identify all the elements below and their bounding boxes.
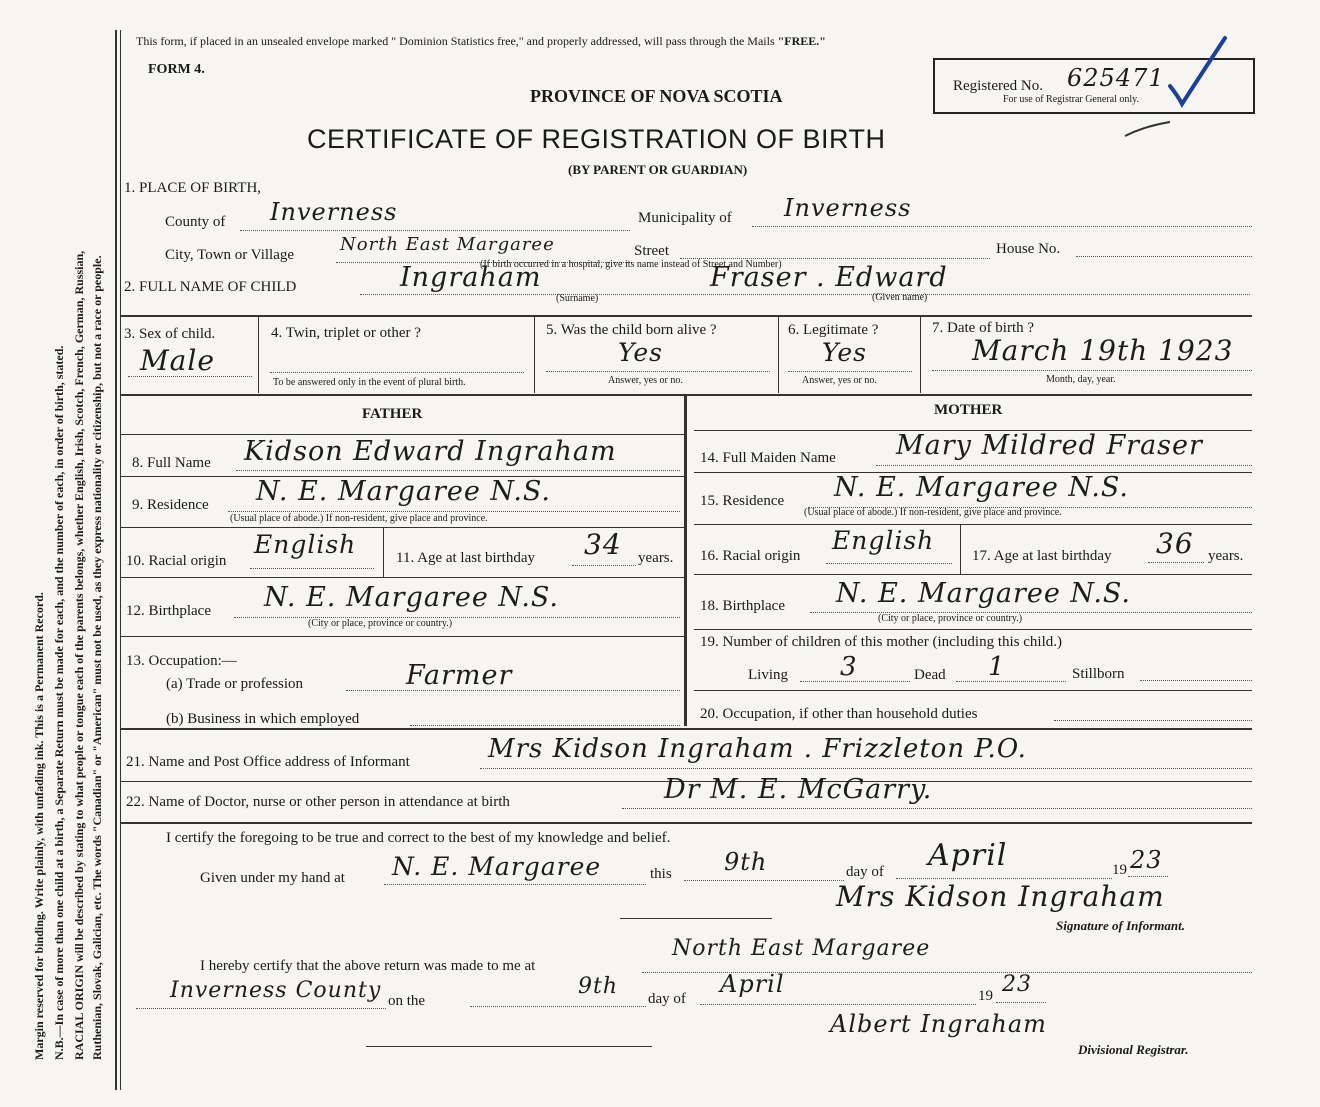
informant-label: 21. Name and Post Office address of Informant (126, 754, 410, 770)
mother-heading: MOTHER (934, 402, 1003, 418)
mother-residence-label: 15. Residence (700, 493, 785, 509)
check-mark-icon (1100, 26, 1230, 146)
given-place-line (384, 884, 646, 885)
father-birthplace-label: 12. Birthplace (126, 603, 211, 619)
father-residence-value: N. E. Margaree N.S. (256, 476, 552, 507)
registrar-separator (366, 1046, 652, 1047)
twin-line (270, 372, 524, 373)
certify-statement: I certify the foregoing to be true and correct to the best of my knowledge and belief. (166, 830, 671, 846)
certify-dayof-label: day of (846, 864, 884, 880)
mail-note-text: This form, if placed in an unsealed envelope marked " Dominion Statistics free," and properly addressed, will pass through the Mails (136, 34, 775, 48)
registrar-signature: Albert Ingraham (830, 1010, 1047, 1038)
father-residence-label: 9. Residence (132, 497, 209, 513)
mother-residence-value: N. E. Margaree N.S. (834, 472, 1130, 503)
row3-divider-4 (920, 317, 921, 393)
father-birthplace-note: (City or place, province or country.) (308, 618, 453, 629)
divider-row3-top (120, 315, 1252, 317)
mother-age-value: 36 (1156, 527, 1194, 560)
mother-occupation-line (1054, 720, 1252, 721)
business-label: (b) Business in which employed (166, 711, 360, 727)
dead-value: 1 (988, 652, 1006, 682)
legitimate-label: 6. Legitimate ? (788, 322, 879, 338)
father-name-label: 8. Full Name (132, 455, 211, 471)
birth-date-line (932, 370, 1252, 371)
mail-note (136, 34, 826, 49)
dead-line (956, 681, 1066, 682)
child-name-label: 2. FULL NAME OF CHILD (124, 279, 297, 295)
mother-race-line (826, 563, 952, 564)
occupation-label: 13. Occupation:— (126, 653, 237, 669)
mother-birthplace-value: N. E. Margaree N.S. (836, 578, 1132, 609)
registered-value: 625471 (1067, 64, 1165, 92)
registrar-day-value: 9th (578, 974, 619, 999)
father-name-line (236, 470, 680, 471)
legitimate-line (788, 371, 912, 372)
father-age-line (572, 565, 636, 566)
province-title: PROVINCE OF NOVA SCOTIA (530, 86, 783, 106)
registrar-month-line (700, 1004, 976, 1005)
certify-month-line (896, 878, 1112, 879)
father-birthplace-value: N. E. Margaree N.S. (264, 582, 560, 613)
county-line (240, 230, 630, 231)
margin-note-plural-birth: N.B.—In case of more than one child at a birth, a Separate Return must be made for each, and the number of each, in order of birth, stated. (52, 345, 66, 1060)
mother-divider-5 (694, 629, 1252, 630)
stillborn-label: Stillborn (1072, 666, 1125, 682)
birth-date-value: March 19th 1923 (972, 334, 1234, 367)
city-value: North East Margaree (340, 234, 555, 255)
informant-line (480, 768, 1252, 769)
certify-year-line (1128, 876, 1168, 877)
registrar-county-value: Inverness County (170, 978, 382, 1003)
row3-divider-1 (258, 317, 259, 393)
father-birthplace-line (234, 617, 680, 618)
living-label: Living (748, 667, 788, 683)
registrar-place-value: North East Margaree (672, 936, 931, 961)
certify-day-value: 9th (724, 848, 768, 876)
certify-day-line (684, 880, 844, 881)
registered-label: Registered No. (953, 78, 1043, 94)
divider-informant-top (120, 728, 1252, 730)
given-place-value: N. E. Margaree (392, 852, 602, 881)
mother-race-label: 16. Racial origin (700, 548, 801, 564)
informant-signature-caption: Signature of Informant. (1056, 918, 1185, 933)
margin-note-binding: Margin reserved for binding. Write plainly, with unfading ink. This is a Permanent Record. (32, 592, 46, 1060)
mother-name-value: Mary Mildred Fraser (896, 430, 1203, 461)
street-label: Street (634, 243, 669, 259)
registered-note: For use of Registrar General only. (1003, 94, 1139, 105)
municipality-value: Inverness (784, 194, 912, 222)
sex-label: 3. Sex of child. (124, 326, 216, 342)
mother-birthplace-line (810, 612, 1252, 613)
divider-certify-top (120, 822, 1252, 824)
certify-year-prefix: 19 (1112, 862, 1127, 878)
father-divider-5 (120, 636, 684, 637)
certificate-subtitle: (BY PARENT OR GUARDIAN) (568, 162, 748, 177)
mother-age-label: 17. Age at last birthday (972, 548, 1112, 564)
mother-divider-4 (694, 574, 1252, 575)
mother-divider-3 (694, 524, 1252, 525)
twin-label: 4. Twin, triplet or other ? (271, 325, 421, 341)
mother-name-label: 14. Full Maiden Name (700, 450, 836, 466)
municipality-line (752, 226, 1252, 227)
trade-line (346, 690, 680, 691)
certify-year-value: 23 (1130, 846, 1163, 874)
father-age-unit: years. (638, 550, 674, 566)
twin-note: To be answered only in the event of plural birth. (273, 377, 466, 388)
mother-name-line (876, 465, 1252, 466)
certify-separator (620, 918, 772, 919)
mother-race-value: English (832, 526, 935, 555)
sex-value: Male (140, 344, 215, 377)
registrar-year-line (996, 1002, 1046, 1003)
mother-residence-note: (Usual place of abode.) If non-resident, give place and province. (804, 507, 1062, 518)
father-race-value: English (254, 530, 357, 559)
business-line (410, 725, 680, 726)
registrar-dayof-label: day of (648, 991, 686, 1007)
informant-signature: Mrs Kidson Ingraham (836, 880, 1165, 913)
birth-date-label: 7. Date of birth ? (932, 320, 1035, 336)
child-given-value: Fraser . Edward (710, 262, 948, 293)
mother-occupation-label: 20. Occupation, if other than household duties (700, 706, 978, 722)
children-label: 19. Number of children of this mother (including this child.) (700, 634, 1063, 650)
registrar-caption: Divisional Registrar. (1078, 1042, 1189, 1057)
margin-note-racial-origin: RACIAL ORIGIN will be described by stating to what people or tongue each of the parents belongs, whether English, Irish, Scotch, French, German, Russian, (72, 250, 86, 1060)
registrar-year-prefix: 19 (978, 988, 993, 1004)
father-name-value: Kidson Edward Ingraham (244, 436, 617, 467)
alive-line (546, 371, 770, 372)
father-heading: FATHER (362, 406, 423, 422)
row3-divider-2 (534, 317, 535, 393)
place-of-birth-label: 1. PLACE OF BIRTH, (124, 180, 262, 196)
municipality-label: Municipality of (638, 210, 732, 226)
doctor-label: 22. Name of Doctor, nurse or other person in attendance at birth (126, 794, 510, 810)
house-label: House No. (996, 241, 1061, 257)
margin-note-racial-origin-cont: Ruthenian, Slovak, Galician, etc. The words "Canadian" or "American" must not be used, as they express nationality or citizenship, but not a race or people. (90, 255, 104, 1060)
registrar-county-line (136, 1008, 386, 1009)
mother-race-divider (960, 524, 961, 574)
county-label: County of (165, 214, 226, 230)
registrar-onthe-label: on the (388, 993, 426, 1009)
child-surname-caption: (Surname) (556, 293, 599, 304)
registrar-day-line (470, 1006, 646, 1007)
father-residence-note: (Usual place of abode.) If non-resident, give place and province. (230, 513, 488, 524)
father-divider-1 (120, 434, 684, 435)
this-label: this (650, 866, 672, 882)
father-residence-line (228, 511, 680, 512)
stillborn-line (1140, 680, 1252, 681)
mother-age-line (1148, 562, 1204, 563)
mother-birthplace-label: 18. Birthplace (700, 598, 785, 614)
form-number: FORM 4. (148, 62, 205, 77)
informant-value: Mrs Kidson Ingraham . Frizzleton P.O. (488, 734, 1027, 764)
registrar-year-value: 23 (1002, 972, 1032, 997)
father-divider-4 (120, 577, 684, 578)
doctor-line (622, 808, 1252, 809)
mail-free: "FREE." (777, 34, 826, 48)
given-under-label: Given under my hand at (200, 870, 345, 886)
left-border-inner (120, 30, 121, 1090)
left-border (115, 30, 117, 1090)
legitimate-note: Answer, yes or no. (802, 375, 877, 386)
alive-note: Answer, yes or no. (608, 375, 683, 386)
father-race-line (250, 568, 374, 569)
legitimate-value: Yes (822, 338, 867, 367)
doctor-value: Dr M. E. McGarry. (664, 774, 933, 805)
alive-label: 5. Was the child born alive ? (546, 322, 717, 338)
mother-divider-6 (694, 690, 1252, 691)
father-age-value: 34 (584, 528, 622, 561)
trade-label: (a) Trade or profession (166, 676, 304, 692)
registrar-statement: I hereby certify that the above return was made to me at (200, 958, 536, 974)
trade-value: Farmer (406, 660, 513, 691)
certify-month-value: April (928, 838, 1008, 873)
county-value: Inverness (270, 198, 398, 226)
child-given-caption: (Given name) (872, 292, 928, 303)
house-line (1076, 256, 1252, 257)
registrar-month-value: April (720, 970, 785, 998)
hospital-note: (If birth occurred in a hospital, give its name instead of Street and Number) (480, 259, 782, 270)
mother-age-unit: years. (1208, 548, 1244, 564)
child-name-line (360, 294, 1250, 295)
city-label: City, Town or Village (165, 247, 295, 263)
alive-value: Yes (618, 338, 663, 367)
parents-center-divider (684, 396, 687, 726)
birth-date-note: Month, day, year. (1046, 374, 1116, 385)
father-race-divider (383, 527, 384, 577)
dead-label: Dead (914, 667, 946, 683)
father-race-label: 10. Racial origin (126, 553, 227, 569)
father-age-label: 11. Age at last birthday (396, 550, 535, 566)
child-surname-value: Ingraham (400, 262, 542, 293)
row3-divider-3 (778, 317, 779, 393)
living-value: 3 (840, 652, 858, 682)
mother-birthplace-note: (City or place, province or country.) (878, 613, 1023, 624)
certificate-title: CERTIFICATE OF REGISTRATION OF BIRTH (307, 124, 886, 154)
